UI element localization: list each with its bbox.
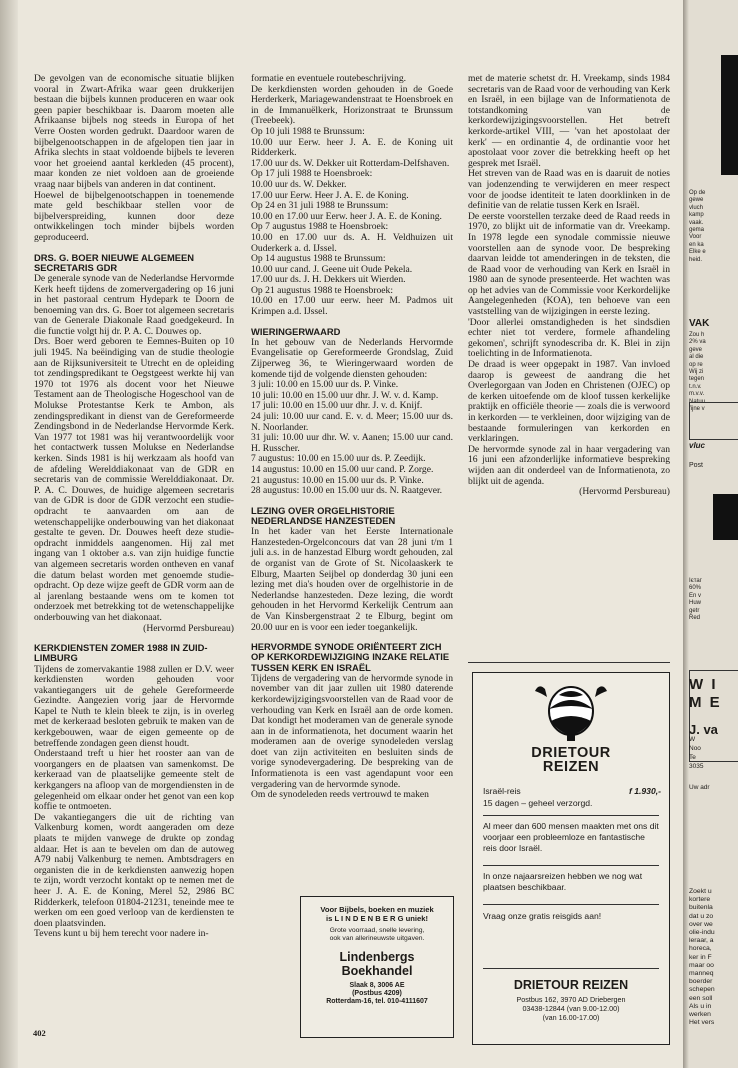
paragraph: Op 21 augustus 1988 te Hoensbroek: bbox=[251, 284, 394, 296]
paragraph: 3 juli: 10.00 en 15.00 uur ds. P. Vinke. bbox=[251, 379, 399, 391]
strip-big-m: M E bbox=[689, 694, 722, 711]
strip-line: dat u zo bbox=[689, 912, 714, 920]
brand-line-2: REIZEN bbox=[542, 759, 600, 775]
strip-line: Ієтаг bbox=[689, 578, 702, 584]
strip-line: getr bbox=[689, 607, 700, 614]
strip-line: een soll bbox=[689, 994, 713, 1002]
paragraph: Om de synodeleden reeds vertrouwd te maken bbox=[251, 789, 429, 801]
paragraph: met de materie schetst dr. H. Vreekamp, sinds 1984 secretaris van de Raad voor de verhouding van Kerk en Israël, in een bijlage van de Informatienota de totstandkoming van de kerkordewijzigingsvoorstellen. Het betreft kerkorde-artikel VIII, — 'van het apostolaat der kerk' — en ordinantie 4, de ordinantie voor het apostolaat voor zover die betrekking heeft op het gesprek met Israël. bbox=[468, 73, 670, 169]
article-heading: LEZING OVER ORGELHISTORIE NEDERLANDSE HANZESTEDEN bbox=[251, 504, 396, 526]
paragraph: Onderstaand treft u hier het rooster aan van de voorgangers en de plaatsen van samenkomst. De kerkeraad van de plaatselijke gemeente stelt de kerkgangers na afloop van de morgendiensten in de gelegenheid om elkaar onder het genot van een kop koffie te ontmoeten. bbox=[34, 748, 234, 813]
paragraph: Op 7 augustus 1988 te Hoensbroek: bbox=[251, 221, 389, 233]
ad-address-2: (Postbus 4209) bbox=[352, 990, 402, 997]
adjacent-page-strip bbox=[683, 0, 738, 1068]
article-heading: KERKDIENSTEN ZOMER 1988 IN ZUID-LIMBURG bbox=[34, 642, 208, 664]
strip-dark-image bbox=[713, 494, 738, 540]
paragraph: Tijdens de vergadering van de hervormde synode in november van dit jaar zullen uit 1980 daterende kerkordewijzigingsvoorstellen van de Raad voor de verhouding van Kerk en Israël aan de orde komen. Dat kondigt het moderamen van de generale synode aan in de informatienota, het document waarin het moderamen aan de overige synodeleden verslag doet van zijn activiteiten en besluiten sinds de vorige synodevergadering. De bespreking van de Informatienota is een vast agendapunt voor een vergadering van de hervormde synode. bbox=[251, 672, 453, 790]
paragraph: 10.00 uur cand. J. Geene uit Oude Pekela. bbox=[251, 263, 413, 275]
strip-line: over we bbox=[689, 920, 713, 928]
paragraph: 21 augustus: 10.00 en 15.00 uur ds. P. Vinke. bbox=[251, 474, 424, 486]
ad-footer-address-1: Postbus 162, 3970 AD Driebergen bbox=[516, 995, 626, 1004]
paragraph: 10.00 en 17.00 uur eerw. heer M. Padmos uit Krimpen a.d. IJssel. bbox=[251, 295, 453, 318]
paragraph: 10.00 uur ds. W. Dekker. bbox=[251, 178, 347, 190]
strip-line: En v bbox=[689, 592, 702, 599]
ad-divider bbox=[483, 865, 659, 866]
strip-heading: VAK bbox=[689, 318, 710, 329]
strip-line: op re bbox=[689, 361, 703, 368]
strip-line: m.v.v. bbox=[689, 391, 705, 398]
strip-line: 2% va bbox=[689, 339, 706, 346]
strip-line: vluch bbox=[689, 204, 704, 211]
strip-line: al die bbox=[689, 354, 704, 361]
article-byline: (Hervormd Persbureau) bbox=[143, 622, 234, 634]
paragraph: 10.00 en 17.00 uur ds. A. H. Veldhuizen uit Ouderkerk a. d. IJssel. bbox=[251, 231, 453, 254]
ad-text-2: In onze najaarsreizen hebben we nog wat plaatsen beschikbaar. bbox=[483, 871, 643, 892]
trip-name: Israël-reis bbox=[483, 786, 521, 796]
paragraph: formatie en eventuele routebeschrijving. bbox=[251, 73, 407, 84]
article-byline: (Hervormd Persbureau) bbox=[579, 486, 670, 498]
article-heading: WIERINGERWAARD bbox=[251, 325, 341, 337]
ad-name-2: Boekhandel bbox=[341, 964, 413, 978]
strip-line: t.n.v. bbox=[689, 383, 702, 390]
paragraph: De hervormde synode zal in haar vergadering van 16 juni een afzonderlijke informatieve bespreking wijden aan dit onderdeel van de Informatienota, zo blijkt uit de agenda. bbox=[468, 443, 670, 487]
ad-text-1: Al meer dan 600 mensen maakten met ons dit voorjaar een probleemloze en fantastische reis door Israël. bbox=[483, 821, 659, 853]
strip-line: manneq bbox=[689, 970, 714, 977]
strip-line: 3035 bbox=[689, 763, 704, 770]
paragraph: 7 augustus: 10.00 en 15.00 uur ds. P. Zeedijk. bbox=[251, 453, 426, 465]
globe-logo-icon bbox=[533, 681, 609, 743]
lindenbergs-advertisement bbox=[300, 896, 454, 1038]
ad-divider bbox=[483, 904, 659, 905]
strip-line: gema bbox=[689, 227, 705, 233]
strip-line: vaak. bbox=[689, 219, 704, 226]
page-gutter bbox=[0, 0, 18, 1068]
ad-line-1: Voor Bijbels, boeken en muziek bbox=[320, 905, 434, 914]
strip-line: olie-indu bbox=[689, 929, 715, 936]
strip-line: schepen bbox=[689, 986, 715, 994]
paragraph: Hoewel de bijbelgenootschappen in toenemende mate geld beschikbaar stellen voor de bijbelverspreiding, kunnen door deze ontwikkelingen toch minder bijbels worden geproduceerd. bbox=[34, 189, 234, 243]
strip-line: geve bbox=[689, 346, 703, 353]
drietour-advertisement bbox=[472, 672, 670, 1045]
paragraph: 'Door allerlei omstandigheden is het sindsdien echter niet tot verdere, formele afhandeling gekomen', schrijft synodescriba dr. K. Blei in zijn toelichting in de Informatienota. bbox=[468, 316, 670, 360]
paragraph: De generale synode van de Nederlandse Hervormde Kerk heeft tijdens de zomervergadering op 16 juni in het pastoraal centrum Hydepark te Doorn de benoeming van drs. G. Boer tot algemeen secretaris van de Generale Diakonale Raad goedgekeurd. In die functie volgt hij dr. P. A. C. Douwes op. bbox=[34, 272, 234, 337]
ad-footer-title: DRIETOUR REIZEN bbox=[513, 978, 629, 992]
paragraph: In het gebouw van de Nederlands Hervormde Evangelisatie op Gereformeerde Grondslag, Zuid Zijperweg 36, te Wieringerwaard worden de komende tijd de volgende diensten gehouden: bbox=[251, 336, 453, 380]
strip-line: kortere bbox=[689, 896, 711, 904]
strip-line: maar oo bbox=[689, 961, 714, 969]
strip-line: ker in F bbox=[689, 953, 712, 961]
paragraph: Op 14 augustus 1988 te Brunssum: bbox=[251, 253, 386, 265]
paragraph: 17 juli: 10.00 en 15.00 uur dhr. J. v. d. Knijf. bbox=[251, 400, 423, 412]
paragraph: De eerste voorstellen terzake deed de Raad reeds in 1970, zo blijkt uit de informatie van dr. Vreekamp. In 1978 legde een synodale commissie nieuwe voorstellen aan de synode voor. De bespreking daarvan leidde tot amenderingen in de teksten, die de Raad voor de verhouding van Kerk en Israël in 1980 aan de synode presenteerde. Het wachten was op het advies van de Commissie voor Kerkordelijke Aangelegenheden (KOA), ten behoeve van een vaststelling van de wijzigingen in eerste lezing. bbox=[468, 210, 670, 318]
strip-uw: Uw adr bbox=[689, 784, 710, 791]
strip-line: Het vers bbox=[689, 1019, 715, 1027]
paragraph: Tijdens de zomervakantie 1988 zullen er D.V. weer kerkdiensten worden gehouden voor vakantiegangers uit de gehele Gereformeerde Gezindte. Aangezien vorig jaar de Hervormde Kapel te Nuth te klein bleek te zijn, is in overleg met de kerkeraad besloten gebruik te maken van de kerkgebouwen, waar de eigen gemeente op de betreffende zondagen geen dienst houdt. bbox=[34, 663, 234, 749]
paragraph: Drs. Boer werd geboren te Eemnes-Buiten op 10 juli 1945. Na beëindiging van de studie theologie aan de Rijksuniversiteit te Utrecht en de opleiding tot zendingspredikant te Oegstgeest werkte hij van 1970 tot 1976 als docent voor het Nieuwe Testament aan de Theologische Hogeschool van de Molukse Protestantse Kerk te Ambon, als zendingspredikant in dienst van de Gereformeerde Zendingsbond in de Nederlandse Hervormde Kerk. Van 1977 tot 1981 was hij verantwoordelijk voor het contactwerk tussen Molukse en Nederlandse kerken. Sinds 1981 is hij werkzaam als hoofd van de afdeling Werelddiakonaat van de GDR en secretaris van de commissie Werelddiakonaat. Dr. P. A. C. Douwes, de huidige algemeen secretaris van de GDR is door de GDR verzocht een studie-opdracht te aanvaarden om aan de wetenschappelijke onderbouwing van het diakonaat gestalte te geven. Dr. Douwes heeft deze studie-opdracht inmiddels aangenomen. Hij zal met ingang van 1 oktober a.s. van zijn huidige functie van algemeen secretaris worden ontheven en vanaf die datum belast worden met genoemde studie-opdracht. Op deze wijze geeft de GDR vorm aan de al jarenlang bestaande wens om te komen tot onderzoek met betrekking tot de wetenschappelijke onderbouwing van het diakonaat. bbox=[34, 336, 234, 623]
paragraph: 14 augustus: 10.00 en 15.00 uur cand. P. Zorge. bbox=[251, 463, 434, 475]
ad-line-4: ook van allerineuwste uitgaven. bbox=[329, 935, 425, 942]
strip-line: heid. bbox=[689, 256, 703, 263]
column-3 bbox=[468, 74, 670, 498]
strip-line: leraar, a bbox=[689, 937, 714, 945]
strip-line: Te bbox=[689, 754, 696, 761]
ad-text-3: Vraag onze gratis reisgids aan! bbox=[483, 911, 602, 921]
strip-post: Post bbox=[689, 462, 704, 469]
strip-line: kamp bbox=[689, 212, 704, 219]
paragraph: Op 17 juli 1988 te Hoensbroek: bbox=[251, 168, 373, 180]
strip-big-w: W I bbox=[689, 676, 718, 693]
strip-line: Als u in bbox=[689, 1002, 712, 1010]
paragraph: Op 24 en 31 juli 1988 te Brunssum: bbox=[251, 200, 389, 212]
strip-line: Zou h bbox=[689, 332, 705, 338]
strip-line: Voor bbox=[689, 234, 702, 241]
strip-big-j: J. va bbox=[689, 722, 718, 737]
strip-line: Zoekt u bbox=[689, 888, 712, 895]
paragraph: 31 juli: 10.00 uur dhr. W. v. Aanen; 15.00 uur cand. H. Russcher. bbox=[251, 432, 453, 454]
paragraph: De vakantiegangers die uit de richting van Valkenburg komen, wordt aangeraden om deze plaats te mijden vanwege de drukte op zondag aldaar. Het is aan te bevelen om dan de autoweg A79 nabij Valkenburg te nemen. Ambtsdragers en organisten die in de kerkdiensten aanwezig hopen te zijn, wordt verzocht kontakt op te nemen met de heer J. A. E. de Koning, Merel 52, 2986 BC Ridderkerk, telefoon 01804-21231, teneinde mee te werken om een goed verloop van de kerdiensten te doen plaatsvinden. bbox=[34, 811, 234, 929]
paragraph: Het streven van de Raad was en is daaruit de noties van jodenzending te verwijderen en meer respect voor de joodse identiteit te laten doorklinken in de definitie van de relatie tussen Kerk en Israël. bbox=[468, 168, 670, 212]
paragraph: Op 10 juli 1988 te Brunssum: bbox=[251, 125, 365, 137]
trip-price: f 1.930,- bbox=[628, 786, 661, 796]
ad-divider bbox=[483, 968, 659, 969]
strip-line: Huw bbox=[689, 600, 702, 607]
paragraph: 17.00 uur ds. W. Dekker uit Rotterdam-Delfshaven. bbox=[251, 157, 450, 169]
ad-footer-address-3: (van 16.00-17.00) bbox=[542, 1013, 600, 1022]
strip-line: horeca, bbox=[689, 945, 712, 953]
strip-line: fijne v bbox=[689, 406, 705, 412]
black-header-block bbox=[721, 55, 738, 175]
paragraph: De draad is weer opgepakt in 1987. Van invloed daarop is geweest de aandrang die het Overlegorgaan van Joden en Christenen (OJEC) op de kerken uitoefende om de kloof tussen kerkelijke praktijk en officiële theorie — zoals die is verwoord in kerkorden — te verkleinen, door wijziging van de bestaande formuleringen van kerkorden en verklaringen. bbox=[468, 359, 670, 445]
strip-line: W bbox=[689, 736, 696, 743]
strip-logo-box bbox=[689, 402, 738, 440]
strip-line: Wij zi bbox=[689, 369, 704, 375]
strip-line: Red bbox=[689, 615, 701, 621]
paragraph: De kerkdiensten worden gehouden in de Goede Herderkerk, Mariagewandenstraat te Hoensbroek en in de Immanuëlkerk, Horizonstraat te Brunssum (Treebeek). bbox=[251, 83, 453, 127]
column-3-divider bbox=[468, 662, 670, 663]
paragraph: 17.00 uur ds. J. H. Dekkers uit Wierden. bbox=[251, 274, 406, 286]
strip-line: Op de bbox=[689, 190, 706, 196]
article-heading: DRS. G. BOER NIEUWE ALGEMEEN SECRETARIS GDR bbox=[34, 251, 195, 273]
strip-line: Natuu bbox=[689, 398, 706, 405]
strip-line: werken bbox=[689, 1011, 711, 1018]
paragraph: Tevens kunt u bij hem terecht voor nadere in- bbox=[34, 928, 209, 940]
brand-line-1: DRIETOUR bbox=[531, 745, 611, 761]
ad-address-3: Rotterdam-16, tel. 010-4111607 bbox=[326, 998, 428, 1005]
paragraph: 17.00 uur Eerw. Heer J. A. E. de Koning. bbox=[251, 189, 409, 201]
paragraph: 10.00 uur Eerw. heer J. A. E. de Koning uit Ridderkerk. bbox=[251, 136, 453, 159]
paragraph: 24 juli: 10.00 uur cand. E. v. d. Meer; 15.00 uur ds. N. Noorlander. bbox=[251, 411, 453, 433]
strip-vluc: vluc bbox=[689, 441, 706, 450]
paragraph: 10 juli: 10.00 en 15.00 uur dhr. J. W. v. d. Kamp. bbox=[251, 389, 439, 401]
ad-divider bbox=[483, 815, 659, 816]
ad-footer-address-2: 03438-12844 (van 9.00-12.00) bbox=[522, 1004, 620, 1013]
strip-line: tegen bbox=[689, 376, 705, 383]
paragraph: 28 augustus: 10.00 en 15.00 uur ds. N. Raatgever. bbox=[251, 485, 443, 497]
article-heading: HERVORMDE SYNODE ORIËNTEERT ZICH OP KERKORDEWIJZIGING INZAKE RELATIE TUSSEN KERK EN ISRAËL bbox=[251, 641, 450, 673]
ad-line-3: Grote voorraad, snelle levering, bbox=[329, 927, 425, 934]
strip-line: Noo bbox=[689, 745, 701, 752]
column-1 bbox=[34, 74, 234, 940]
ad-line-2: is L I N D E N B E R G uniek! bbox=[326, 914, 428, 923]
strip-line: en ka bbox=[689, 241, 704, 248]
strip-line: boerder bbox=[689, 978, 713, 986]
paragraph: In het kader van het Eerste Internationale Hanzesteden-Orgelconcours dat van 28 juni t/m 1 juli a.s. in de hanzestad Elburg wordt gehouden, zal de organist van de Grote of St. Nicolaaskerk te Elburg, Maarten Seijbel op donderdag 30 juni een lezing met dia's houden over de orgelhistorie in de Nederlandse hanzesteden. Deze lezing, die wordt gehouden in het Hervormd Kerkelijk Centrum aan de Van Kinsbergenstraat 2 te Elburg, begint om 20.00 uur en is voor een ieder toegankelijk. bbox=[251, 526, 453, 633]
ad-address-1: Slaak 8, 3006 AE bbox=[349, 982, 405, 989]
trip-duration: 15 dagen – geheel verzorgd. bbox=[483, 798, 593, 808]
ad-name-1: Lindenbergs bbox=[339, 950, 415, 964]
page-number: 402 bbox=[33, 1028, 46, 1038]
strip-line: 60% bbox=[689, 585, 702, 592]
paragraph: 10.00 en 17.00 uur Eerw. heer J. A. E. de Koning. bbox=[251, 210, 442, 222]
column-2 bbox=[251, 74, 453, 801]
paragraph: De gevolgen van de economische situatie blijken vooral in Zwart-Afrika waar geen drukkerijen bestaan die bijbels kunnen produceren en waar ook geen papier beschikbaar is. Daarom moeten alle Afrikaanse bijbels nog steeds in Europa of het Verre Oosten worden gedrukt. Daardoor waren de bijbelgenootschappen in de afgelopen tien jaar in Afrika slechts in staat voldoende bijbels te leveren voor het groeiend aantal kerkleden (45 procent), maar konden ze niet voldoen aan de groeiende vraag naar bijbels van anderen in dat continent. bbox=[34, 73, 234, 190]
strip-line: gewe bbox=[689, 197, 704, 204]
strip-line: Elke e bbox=[689, 249, 706, 256]
strip-line: buitenla bbox=[689, 904, 713, 912]
